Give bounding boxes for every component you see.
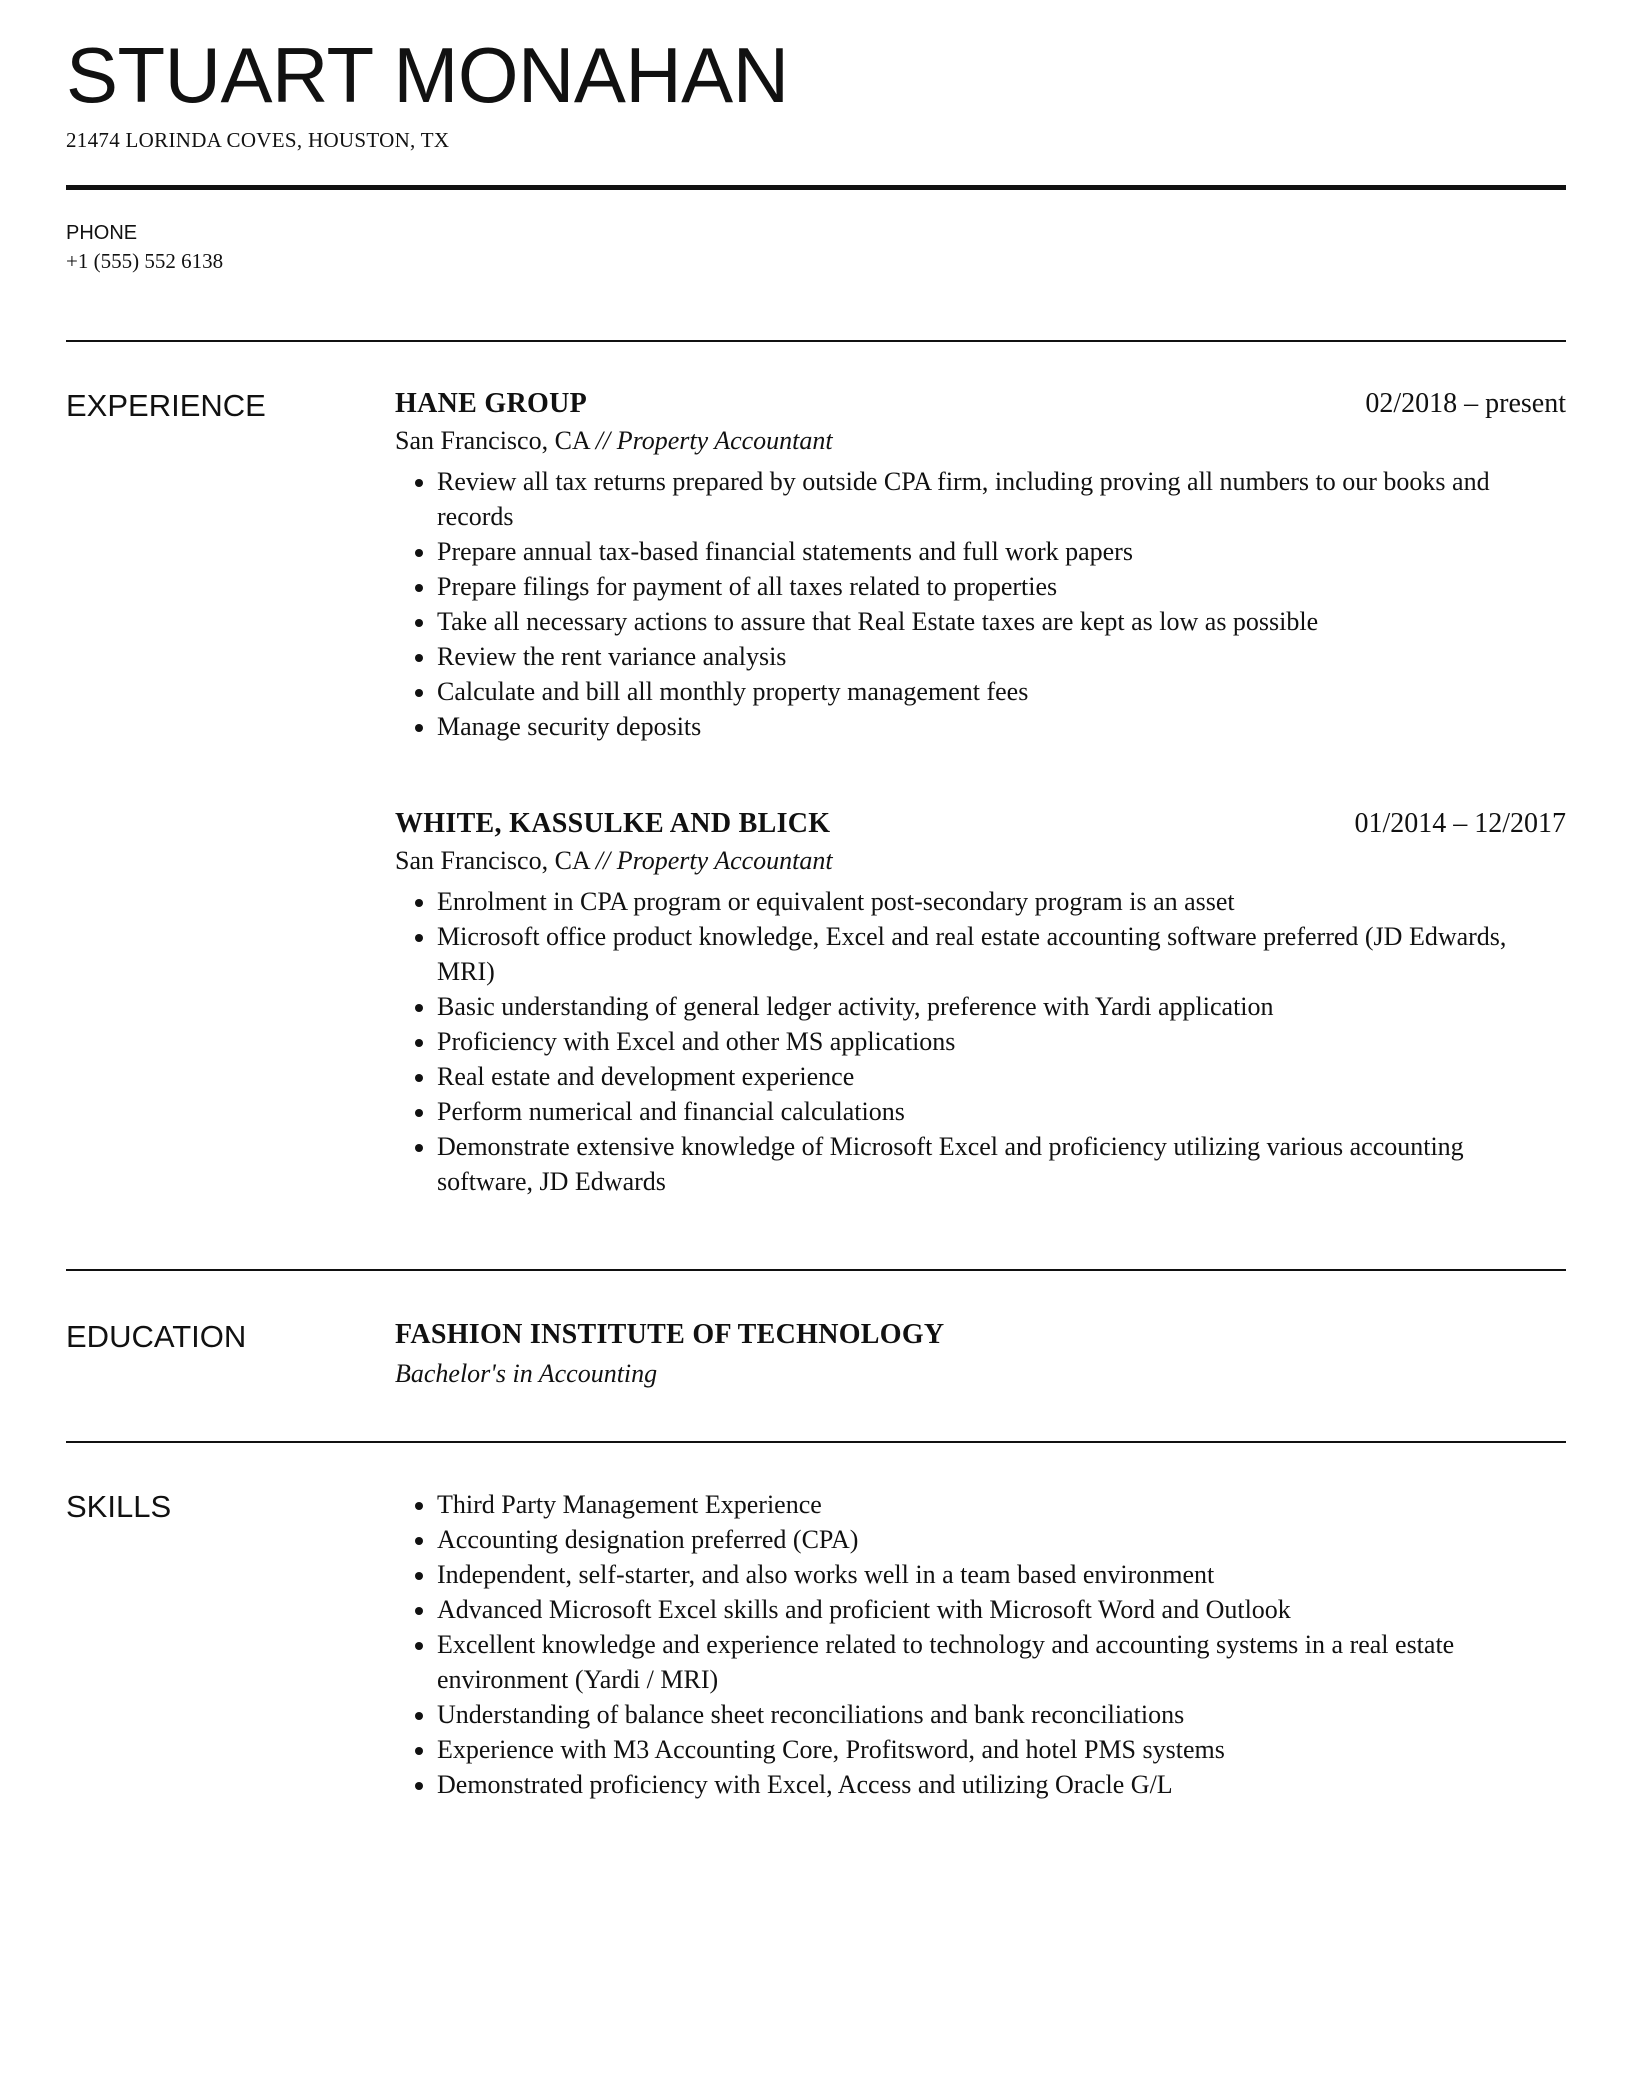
skill-item: • Experience with M3 Accounting Core, Profitsword, and hotel PMS systems bbox=[437, 1732, 1566, 1767]
resume-page bbox=[66, 0, 1566, 1802]
phone-number: +1 (555) 552 6138 bbox=[66, 249, 224, 273]
experience-heading: EXPERIENCE bbox=[66, 388, 266, 423]
header-divider bbox=[66, 185, 1566, 190]
job-duty: • Microsoft office product knowledge, Excel and real estate accounting software preferred (JD Edwards, MRI) bbox=[437, 919, 1566, 989]
job-header bbox=[395, 386, 1566, 421]
experience-section bbox=[66, 386, 1566, 1199]
skill-item: • Demonstrated proficiency with Excel, Access and utilizing Oracle G/L bbox=[437, 1767, 1566, 1802]
education-heading: EDUCATION bbox=[66, 1319, 247, 1354]
candidate-name: STUART MONAHAN bbox=[66, 31, 789, 119]
education-body bbox=[395, 1317, 1566, 1391]
job-dates: 02/2018 – present bbox=[1365, 388, 1566, 419]
skills-heading: SKILLS bbox=[66, 1489, 172, 1524]
job-duty: • Perform numerical and financial calculations bbox=[437, 1094, 1566, 1129]
job-location-role bbox=[395, 843, 1566, 878]
job-duty: • Demonstrate extensive knowledge of Microsoft Excel and proficiency utilizing various accounting software, JD Edwards bbox=[437, 1129, 1566, 1199]
skill-item: • Third Party Management Experience bbox=[437, 1487, 1566, 1522]
job-separator: // bbox=[595, 846, 611, 875]
skills-list bbox=[395, 1487, 1566, 1802]
job-location: San Francisco, CA bbox=[395, 846, 590, 875]
section-divider bbox=[66, 1441, 1566, 1443]
job-duty: • Basic understanding of general ledger activity, preference with Yardi application bbox=[437, 989, 1566, 1024]
job-dates: 01/2014 – 12/2017 bbox=[1354, 808, 1566, 839]
education-section bbox=[66, 1317, 1566, 1391]
job-company: WHITE, KASSULKE AND BLICK bbox=[395, 808, 831, 839]
job-duty: • Prepare filings for payment of all taxes related to properties bbox=[437, 569, 1566, 604]
skill-item: • Advanced Microsoft Excel skills and proficient with Microsoft Word and Outlook bbox=[437, 1592, 1566, 1627]
skills-section bbox=[66, 1487, 1566, 1802]
job-duty: • Enrolment in CPA program or equivalent post-secondary program is an asset bbox=[437, 884, 1566, 919]
candidate-address: 21474 LORINDA COVES, HOUSTON, TX bbox=[66, 128, 450, 152]
experience-body bbox=[395, 386, 1566, 1199]
job-duty: • Take all necessary actions to assure that Real Estate taxes are kept as low as possible bbox=[437, 604, 1566, 639]
job-duties-list bbox=[395, 884, 1566, 1199]
job-duty: • Proficiency with Excel and other MS applications bbox=[437, 1024, 1566, 1059]
phone-label: PHONE bbox=[66, 222, 138, 244]
job-duty: • Real estate and development experience bbox=[437, 1059, 1566, 1094]
job-header bbox=[395, 806, 1566, 841]
job-duty: • Prepare annual tax-based financial statements and full work papers bbox=[437, 534, 1566, 569]
job-separator: // bbox=[595, 426, 611, 455]
section-divider bbox=[66, 1269, 1566, 1271]
job-role: Property Accountant bbox=[616, 846, 833, 875]
skill-item: • Independent, self-starter, and also works well in a team based environment bbox=[437, 1557, 1566, 1592]
job-duty: • Review the rent variance analysis bbox=[437, 639, 1566, 674]
job-entry bbox=[395, 386, 1566, 744]
job-duty: • Manage security deposits bbox=[437, 709, 1566, 744]
job-role: Property Accountant bbox=[616, 426, 833, 455]
education-degree: Bachelor's in Accounting bbox=[395, 1359, 658, 1388]
job-company: HANE GROUP bbox=[395, 388, 587, 419]
skill-item: • Accounting designation preferred (CPA) bbox=[437, 1522, 1566, 1557]
job-location-role bbox=[395, 423, 1566, 458]
section-divider bbox=[66, 340, 1566, 342]
job-duty: • Calculate and bill all monthly property management fees bbox=[437, 674, 1566, 709]
skills-body bbox=[395, 1487, 1566, 1802]
job-duty: • Review all tax returns prepared by outside CPA firm, including proving all numbers to our books and records bbox=[437, 464, 1566, 534]
education-school: FASHION INSTITUTE OF TECHNOLOGY bbox=[395, 1319, 945, 1350]
skill-item: • Understanding of balance sheet reconciliations and bank reconciliations bbox=[437, 1697, 1566, 1732]
job-duties-list bbox=[395, 464, 1566, 744]
job-location: San Francisco, CA bbox=[395, 426, 590, 455]
job-entry bbox=[395, 806, 1566, 1199]
skill-item: • Excellent knowledge and experience related to technology and accounting systems in a real estate environment (Yardi / MRI) bbox=[437, 1627, 1566, 1697]
